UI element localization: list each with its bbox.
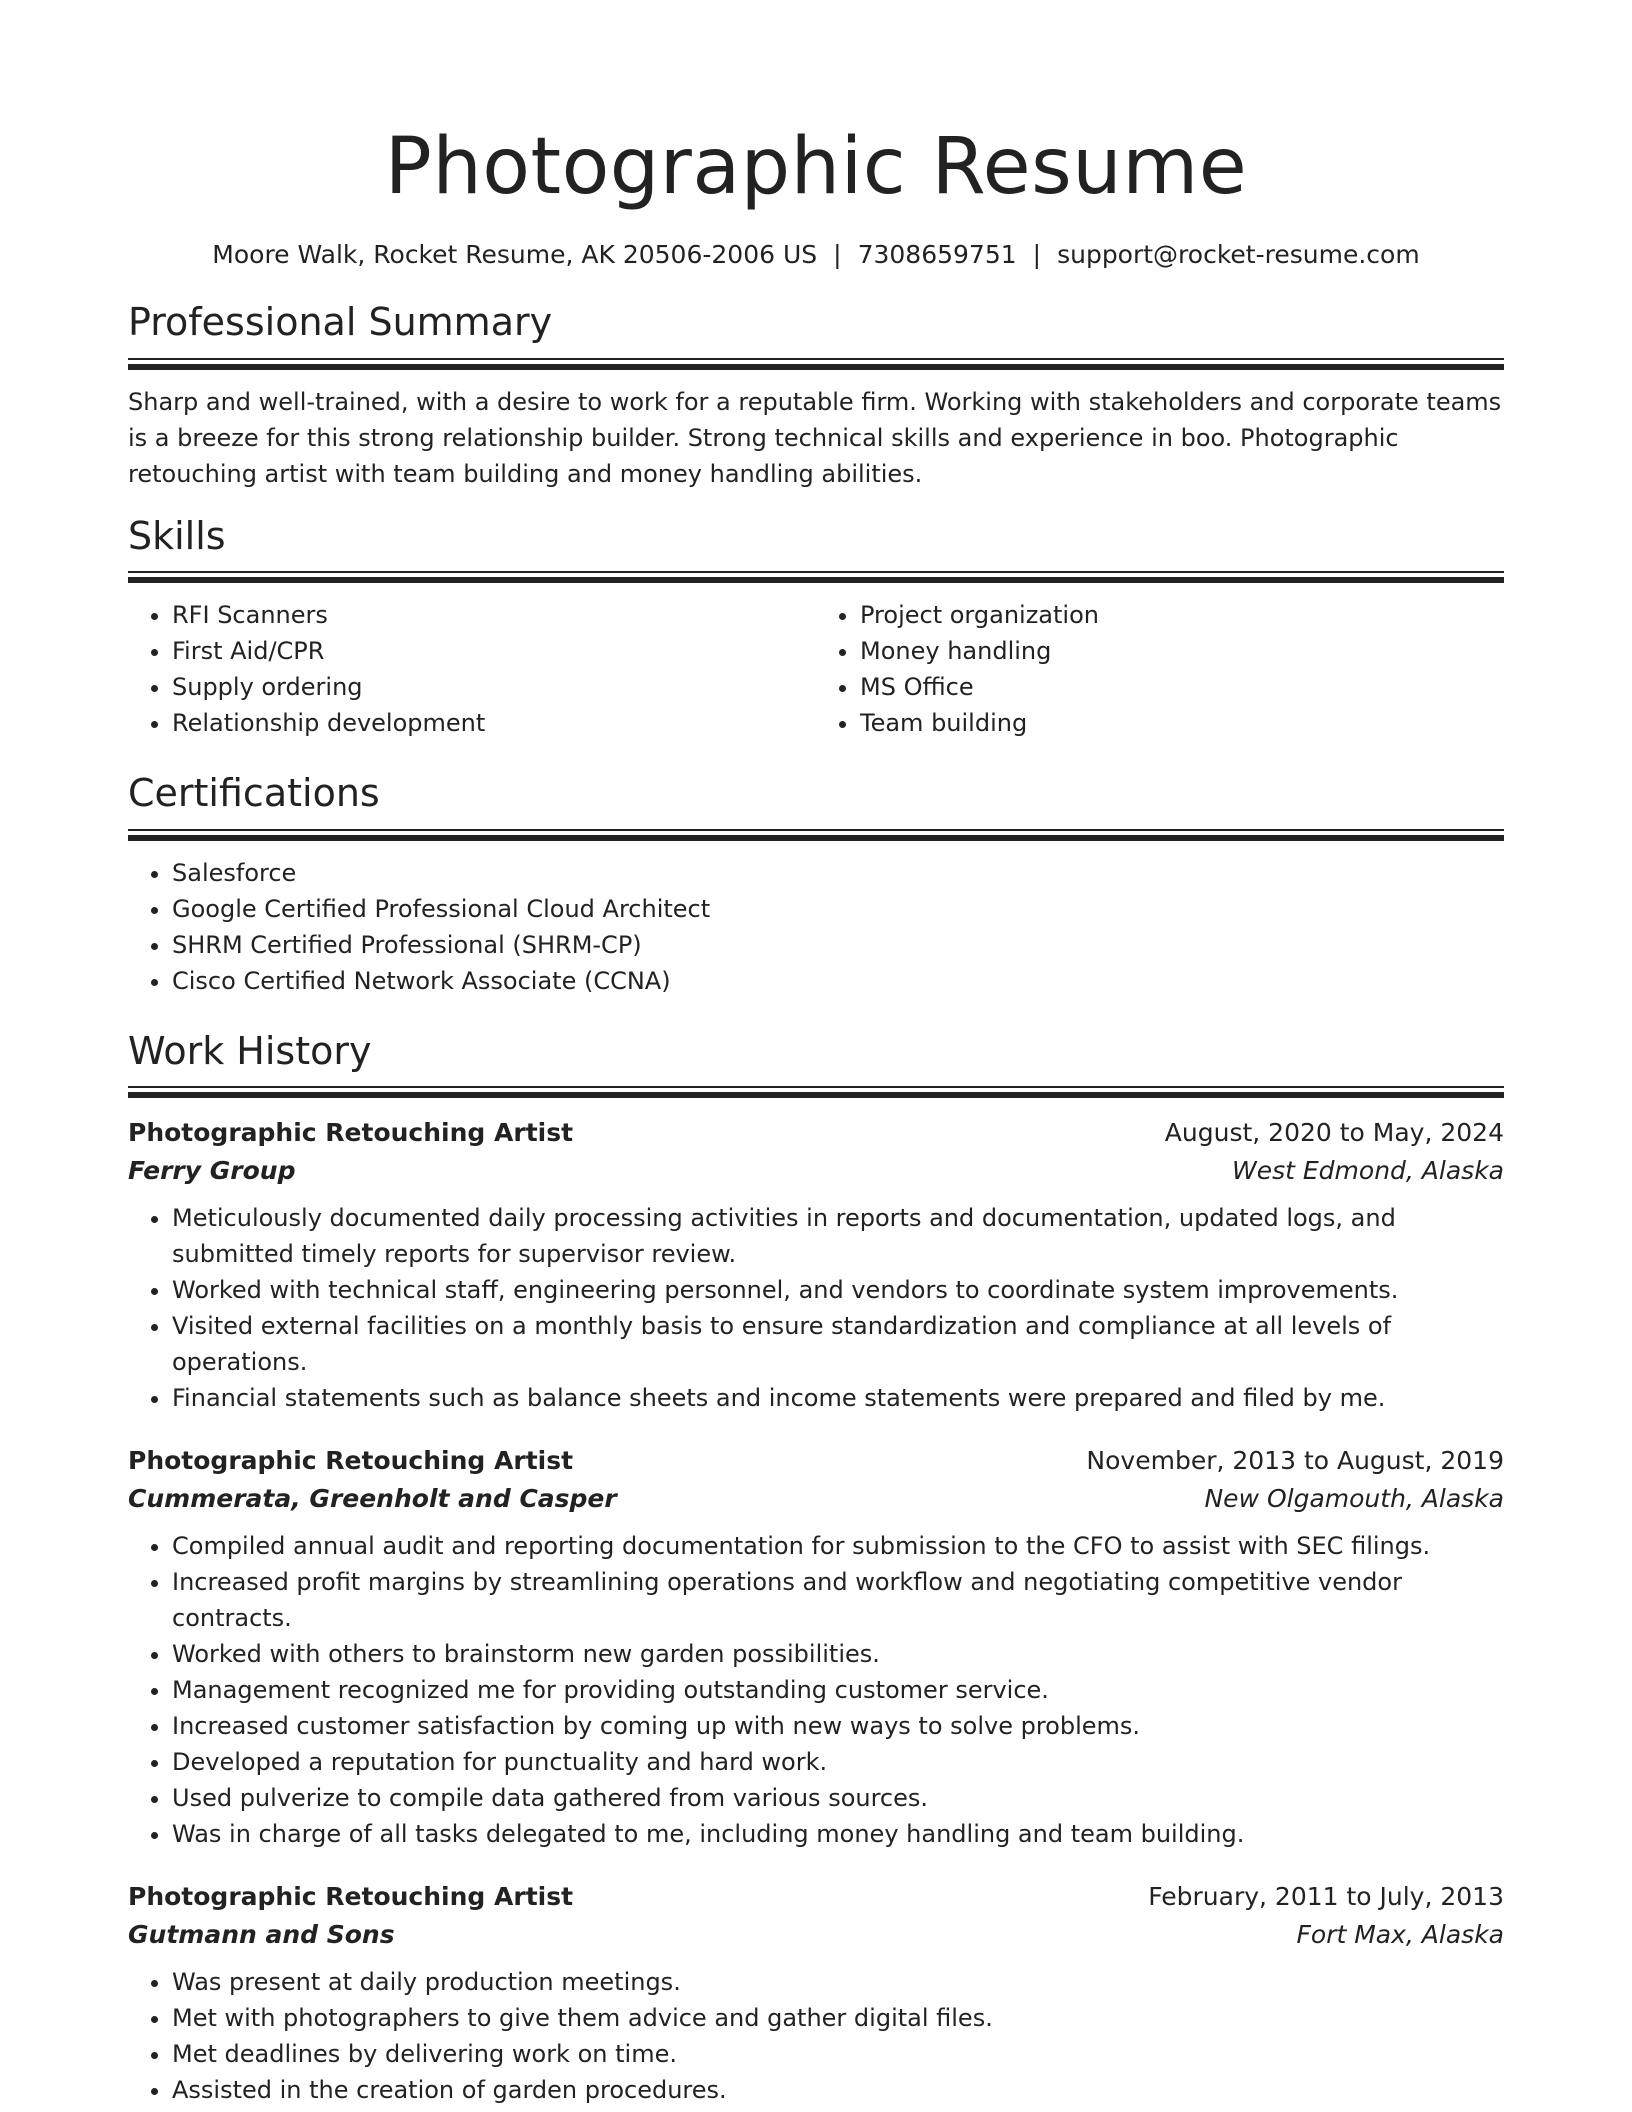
job-bullet: • Financial statements such as balance sheets and income statements were prepared and filed by me. bbox=[172, 1380, 1504, 1416]
job-entry bbox=[128, 1114, 1504, 1416]
job-location: New Olgamouth, Alaska bbox=[1204, 1484, 1504, 1514]
section-heading-skills: Skills bbox=[128, 513, 226, 558]
job-bullet: • Visited external facilities on a monthly basis to ensure standardization and compliance at all levels of operations. bbox=[172, 1308, 1504, 1380]
skill-item: • Team building bbox=[860, 705, 1504, 741]
job-bullet: • Was present at daily production meetings. bbox=[172, 1964, 1504, 2000]
job-bullet: • Worked with others to brainstorm new garden possibilities. bbox=[172, 1636, 1504, 1672]
contact-address: Moore Walk, Rocket Resume, AK 20506-2006 US bbox=[212, 240, 818, 269]
section-divider bbox=[128, 358, 1504, 360]
job-employer: Ferry Group bbox=[128, 1156, 296, 1186]
job-header-row bbox=[128, 1878, 1504, 1916]
certifications-section bbox=[128, 771, 1504, 999]
section-divider bbox=[128, 1086, 1504, 1088]
certification-item: • Salesforce bbox=[172, 855, 1504, 891]
job-location: West Edmond, Alaska bbox=[1232, 1156, 1504, 1186]
skills-grid bbox=[128, 583, 1504, 741]
job-entry bbox=[128, 1878, 1504, 2108]
section-heading-certifications: Certifications bbox=[128, 771, 380, 816]
work-history-section bbox=[128, 1029, 1504, 2109]
certifications-list bbox=[128, 855, 1504, 999]
skill-item: • Project organization bbox=[860, 597, 1504, 633]
summary-text: Sharp and well-trained, with a desire to work for a reputable firm. Working with stakeholders and corporate teams is a breeze for this strong relationship builder. Strong technical skills and experience in boo. Photographic retouching artist with team building and money handling abilities. bbox=[128, 387, 1502, 488]
certification-item: • SHRM Certified Professional (SHRM-CP) bbox=[172, 927, 1504, 963]
skills-list-right bbox=[816, 597, 1504, 741]
job-bullet: • Compiled annual audit and reporting documentation for submission to the CFO to assist with SEC filings. bbox=[172, 1528, 1504, 1564]
job-bullet: • Increased customer satisfaction by coming up with new ways to solve problems. bbox=[172, 1708, 1504, 1744]
job-bullet: • Developed a reputation for punctuality and hard work. bbox=[172, 1744, 1504, 1780]
job-bullets bbox=[128, 1528, 1504, 1852]
skill-item: • Money handling bbox=[860, 633, 1504, 669]
section-divider bbox=[128, 1092, 1504, 1098]
skills-list-left bbox=[128, 597, 816, 741]
job-bullet: • Worked with technical staff, engineering personnel, and vendors to coordinate system improvements. bbox=[172, 1272, 1504, 1308]
skill-item: • Supply ordering bbox=[172, 669, 816, 705]
job-employer-row bbox=[128, 1480, 1504, 1518]
contact-phone: 7308659751 bbox=[857, 240, 1017, 269]
section-divider bbox=[128, 571, 1504, 573]
skill-item: • RFI Scanners bbox=[172, 597, 816, 633]
section-heading-work-history: Work History bbox=[128, 1028, 372, 1073]
job-bullet: • Increased profit margins by streamlining operations and workflow and negotiating competitive vendor contracts. bbox=[172, 1564, 1504, 1636]
job-employer-row bbox=[128, 1916, 1504, 1954]
certification-item: • Google Certified Professional Cloud Architect bbox=[172, 891, 1504, 927]
job-bullets bbox=[128, 1964, 1504, 2108]
skill-item: • Relationship development bbox=[172, 705, 816, 741]
section-divider bbox=[128, 835, 1504, 841]
job-title: Photographic Retouching Artist bbox=[128, 1118, 574, 1148]
job-location: Fort Max, Alaska bbox=[1296, 1920, 1504, 1950]
job-title: Photographic Retouching Artist bbox=[128, 1446, 574, 1476]
job-bullet: • Management recognized me for providing outstanding customer service. bbox=[172, 1672, 1504, 1708]
job-bullets bbox=[128, 1200, 1504, 1416]
contact-line bbox=[128, 240, 1504, 270]
job-title: Photographic Retouching Artist bbox=[128, 1882, 574, 1912]
job-dates: November, 2013 to August, 2019 bbox=[1086, 1446, 1504, 1476]
job-entry bbox=[128, 1442, 1504, 1852]
section-divider bbox=[128, 364, 1504, 370]
job-bullet: • Met deadlines by delivering work on time. bbox=[172, 2036, 1504, 2072]
skills-section bbox=[128, 514, 1504, 742]
job-employer: Gutmann and Sons bbox=[128, 1920, 395, 1950]
job-dates: February, 2011 to July, 2013 bbox=[1148, 1882, 1504, 1912]
job-dates: August, 2020 to May, 2024 bbox=[1164, 1118, 1504, 1148]
section-divider bbox=[128, 829, 1504, 831]
job-bullet: • Met with photographers to give them advice and gather digital files. bbox=[172, 2000, 1504, 2036]
skill-item: • MS Office bbox=[860, 669, 1504, 705]
section-heading-summary: Professional Summary bbox=[128, 300, 553, 344]
job-header-row bbox=[128, 1114, 1504, 1152]
contact-separator: | bbox=[1032, 240, 1042, 269]
job-bullet: • Assisted in the creation of garden procedures. bbox=[172, 2072, 1504, 2108]
contact-separator: | bbox=[833, 240, 842, 269]
resume-title: Photographic Resume bbox=[384, 122, 1248, 212]
skill-item: • First Aid/CPR bbox=[172, 633, 816, 669]
contact-email: support@rocket-resume.com bbox=[1057, 240, 1420, 269]
job-employer-row bbox=[128, 1152, 1504, 1190]
job-bullet: • Was in charge of all tasks delegated to me, including money handling and team building. bbox=[172, 1816, 1504, 1852]
job-employer: Cummerata, Greenholt and Casper bbox=[128, 1484, 617, 1514]
job-bullet: • Used pulverize to compile data gathered from various sources. bbox=[172, 1780, 1504, 1816]
job-header-row bbox=[128, 1442, 1504, 1480]
job-bullet: • Meticulously documented daily processing activities in reports and documentation, updated logs, and submitted timely reports for supervisor review. bbox=[172, 1200, 1504, 1272]
certification-item: • Cisco Certified Network Associate (CCNA) bbox=[172, 963, 1504, 999]
summary-section bbox=[128, 300, 1504, 492]
